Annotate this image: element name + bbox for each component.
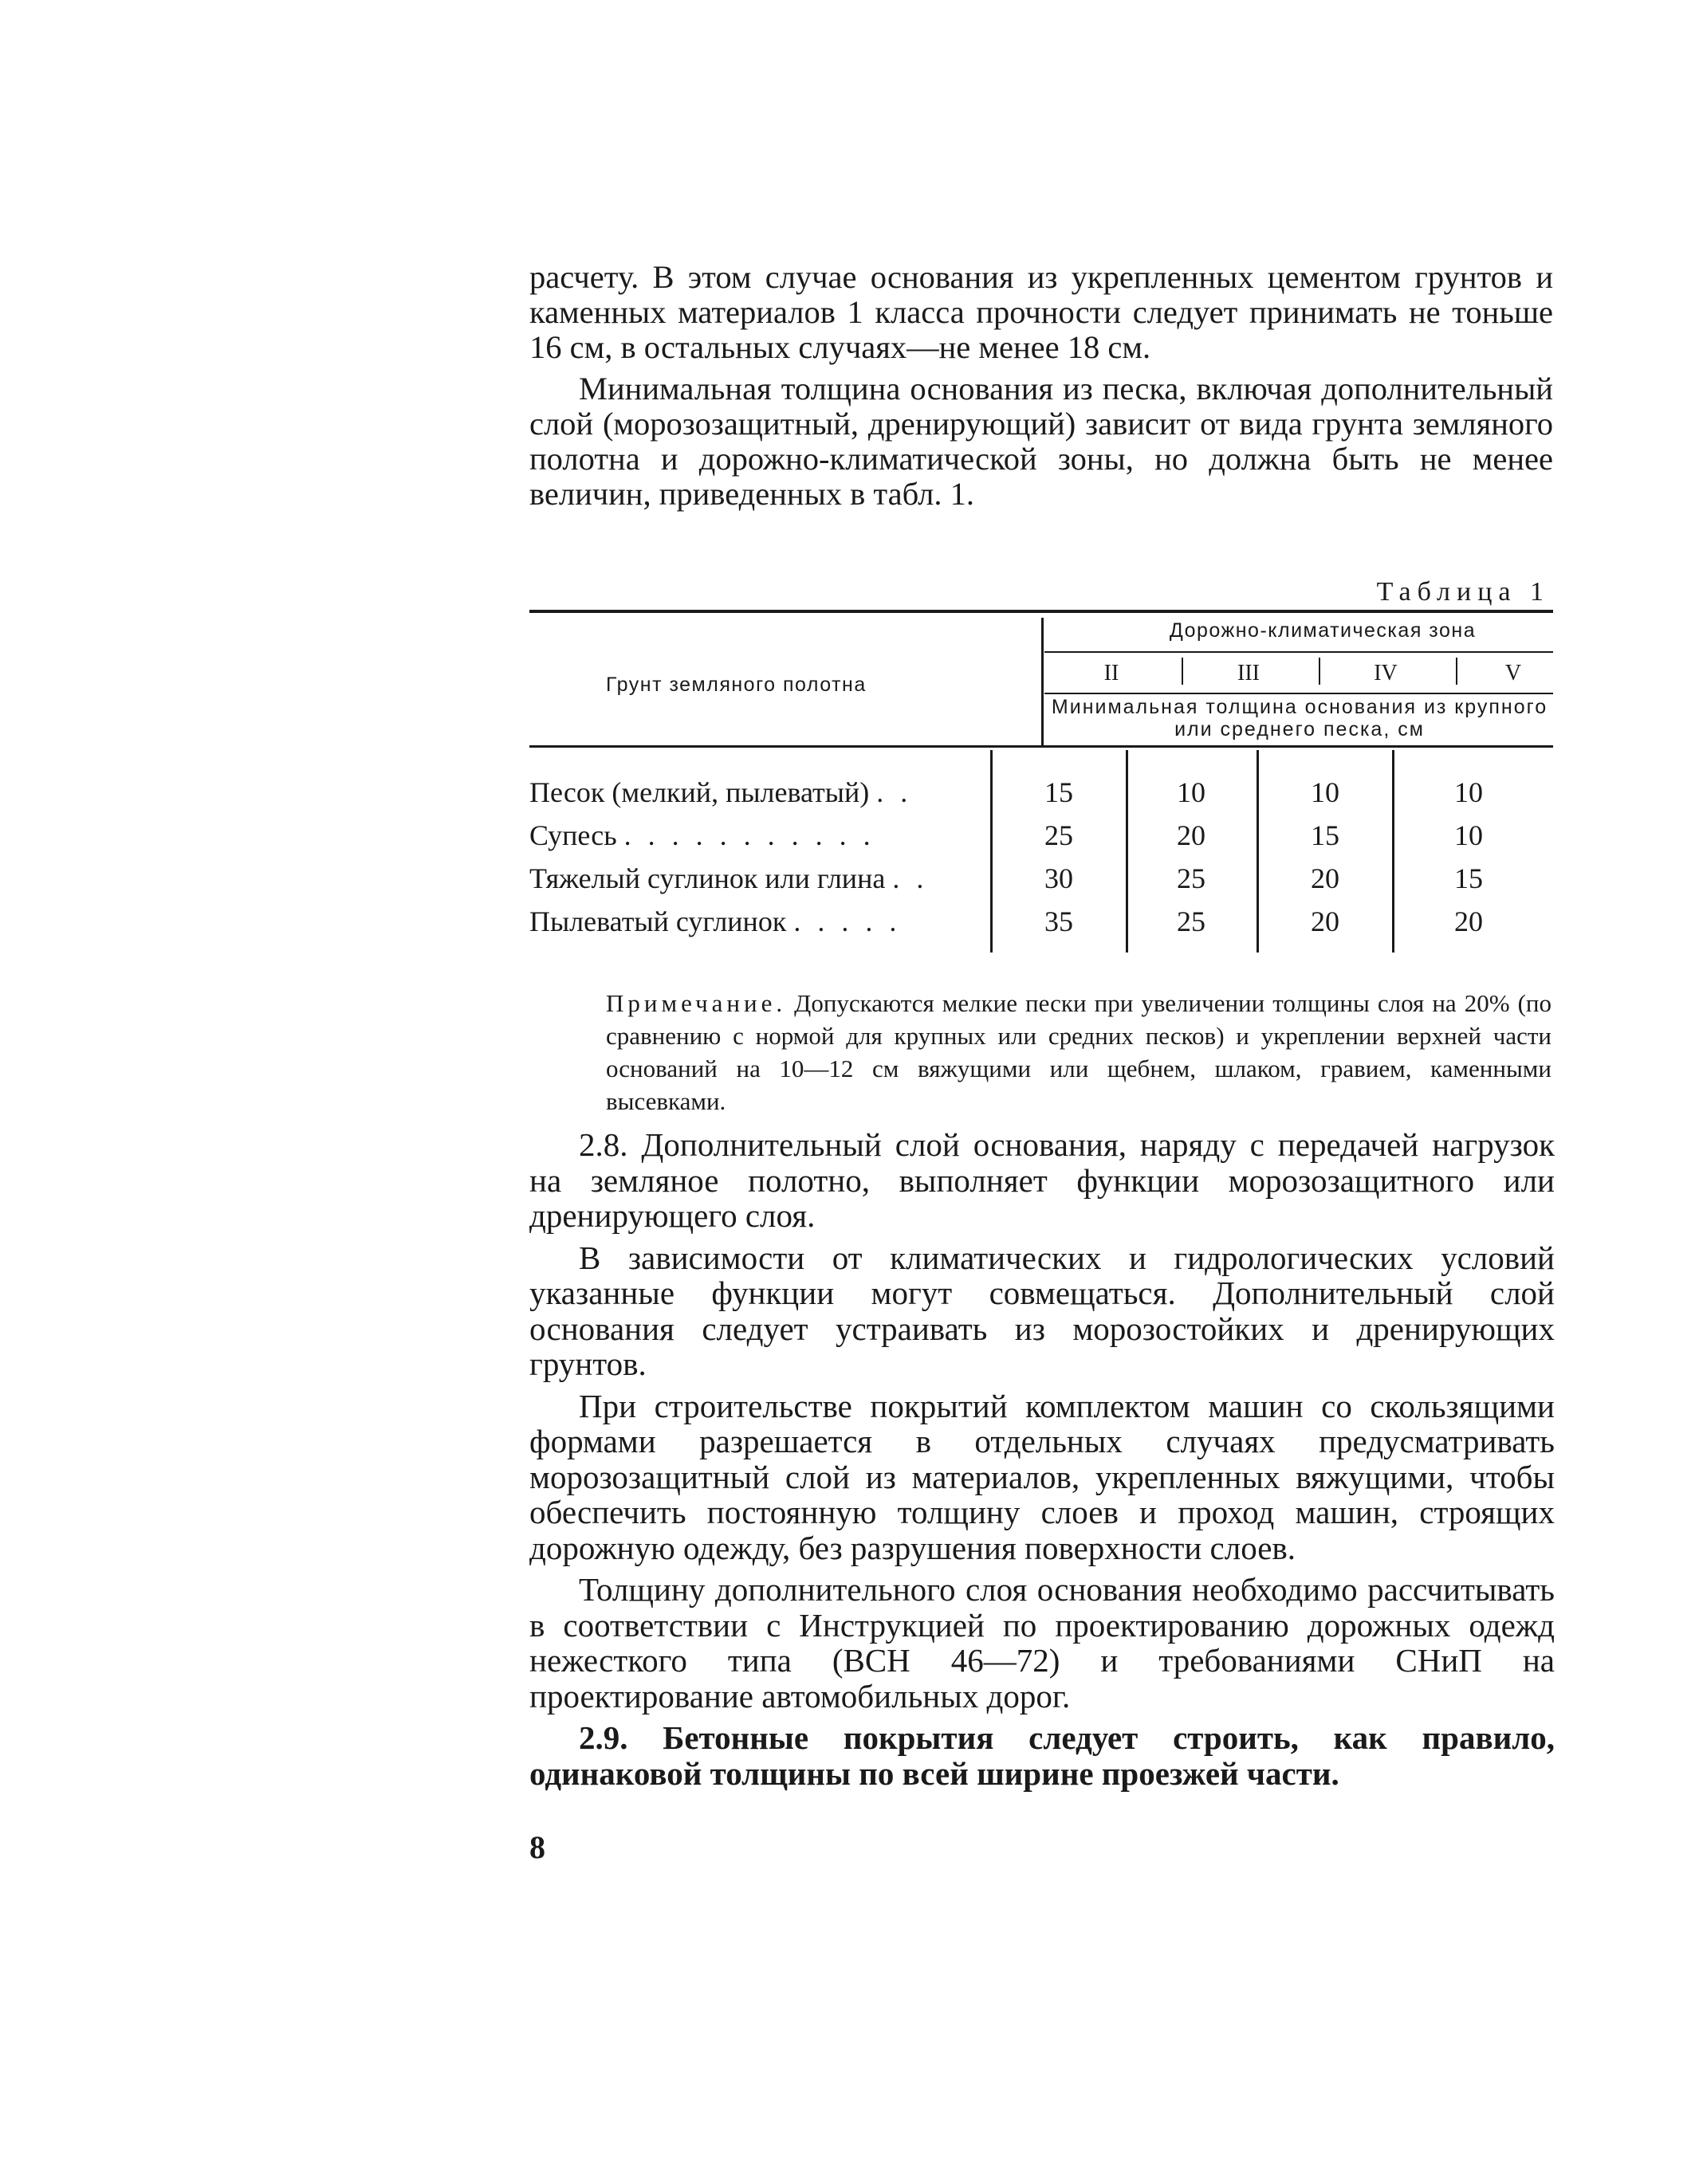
cell-silty-loam-IV: 20 xyxy=(1311,905,1339,937)
leader-dots: . . . . . xyxy=(793,905,902,937)
zone-IV: IV xyxy=(1374,661,1398,685)
leader-dots: . . . . . . . . . . . xyxy=(623,819,875,851)
zone-sep-3 xyxy=(1456,658,1457,685)
row-label-text: Тяжелый суглинок или глина xyxy=(529,862,886,894)
paragraph-slipform: При строительстве покрытий комплектом машин со скользящими формами разрешается в отдельных случаях предусматривать морозозащитный слой из материалов, укрепленных вяжущими, чтобы обеспечить постоянную толщину слоев и проход машин, строящих дорожную одежду, без разрушения поверхности слоев. xyxy=(529,1387,1555,1566)
cell-silty-loam-V: 20 xyxy=(1454,905,1483,937)
cell-heavy-loam-V: 15 xyxy=(1454,862,1483,894)
cell-sand-V: 10 xyxy=(1454,776,1483,808)
body-col-line-2 xyxy=(1257,750,1259,953)
note-label: Примечание. xyxy=(606,989,787,1017)
cell-heavy-loam-IV: 20 xyxy=(1311,862,1339,894)
body-col-line-3 xyxy=(1392,750,1394,953)
cell-sandy-loam-V: 10 xyxy=(1454,819,1483,851)
cell-sandy-loam-III: 20 xyxy=(1177,819,1205,851)
unit-header: Минимальная толщина основания из крупного или среднего песка, см xyxy=(1051,696,1548,740)
paragraph-calculation: Толщину дополнительного слоя основания необходимо рассчитывать в соответствии с Инструкцией по проектированию дорожных одежд нежесткого типа (ВСН 46—72) и требованиями СНиП на проектирование автомобильных дорог. xyxy=(529,1571,1555,1715)
table-note xyxy=(606,987,1552,1118)
cell-sand-IV: 10 xyxy=(1311,776,1339,808)
cell-heavy-loam-III: 25 xyxy=(1177,862,1205,894)
header-divider xyxy=(1041,618,1044,745)
leader-dots: . . xyxy=(892,862,929,894)
table-caption: Таблица 1 xyxy=(1376,577,1550,607)
leader-dots: . . xyxy=(876,776,913,808)
zone-sep-2 xyxy=(1319,658,1320,685)
row-label-sand xyxy=(529,776,1016,809)
soil-header: Грунт земляного полотна xyxy=(606,674,867,696)
row-label-text: Песок (мелкий, пылеватый) xyxy=(529,776,870,808)
cell-heavy-loam-II: 30 xyxy=(1044,862,1073,894)
cell-sandy-loam-IV: 15 xyxy=(1311,819,1339,851)
cell-sandy-loam-II: 25 xyxy=(1044,819,1073,851)
top-text xyxy=(529,260,1553,512)
zone-row-rule xyxy=(1044,693,1553,694)
bottom-text xyxy=(529,1127,1555,1797)
zone-II: II xyxy=(1103,661,1119,685)
zone-V: V xyxy=(1504,661,1522,685)
cell-sand-II: 15 xyxy=(1044,776,1073,808)
zone-header-rule xyxy=(1044,651,1553,653)
note-text: Допускаются мелкие пески при увеличении толщины слоя на 20% (по сравнению с нормой для крупных или средних песков) и укреплении верхней части оснований на 10—12 см вяжущими или щебнем, шлаком, гравием, каменными высевками. xyxy=(606,989,1552,1115)
row-label-text: Супесь xyxy=(529,819,617,851)
page-number: 8 xyxy=(529,1829,545,1865)
paragraph-2-8: 2.8. Дополнительный слой основания, наряду с передачей нагрузок на земляное полотно, выполняет функции морозозащитного или дренирующего слоя. xyxy=(529,1126,1555,1234)
row-label-sandy-loam xyxy=(529,819,1016,852)
paragraph-2-9: 2.9. Бетонные покрытия следует строить, как правило, одинаковой толщины по всей ширине проезжей части. xyxy=(529,1719,1555,1792)
paragraph-continuation: расчету. В этом случае основания из укрепленных цементом грунтов и каменных материалов 1 класса прочности следует принимать не тоньше 16 см, в остальных случаях—не менее 18 см. xyxy=(529,259,1553,365)
zone-III: III xyxy=(1237,661,1260,685)
table-1 xyxy=(529,610,1553,976)
paragraph-min-thickness: Минимальная толщина основания из песка, включая дополнительный слой (морозозащитный, дренирующий) зависит от вида грунта земляного полотна и дорожно-климатической зоны, но должна быть не менее величин, приведенных в табл. 1. xyxy=(529,371,1553,512)
row-label-silty-loam xyxy=(529,905,1016,938)
table-top-rule xyxy=(529,610,1553,613)
zone-sep-1 xyxy=(1182,658,1183,685)
cell-sand-III: 10 xyxy=(1177,776,1205,808)
cell-silty-loam-II: 35 xyxy=(1044,905,1073,937)
row-label-text: Пылеватый суглинок xyxy=(529,905,787,937)
paragraph-functions: В зависимости от климатических и гидрологических условий указанные функции могут совмещаться. Дополнительный слой основания следует устраивать из морозостойких и дренирующих грунтов. xyxy=(529,1239,1555,1382)
row-label-heavy-loam xyxy=(529,862,1016,895)
zone-header: Дорожно-климатическая зона xyxy=(1169,619,1477,642)
cell-silty-loam-III: 25 xyxy=(1177,905,1205,937)
header-bottom-rule xyxy=(529,745,1553,748)
body-col-line-1 xyxy=(1126,750,1128,953)
